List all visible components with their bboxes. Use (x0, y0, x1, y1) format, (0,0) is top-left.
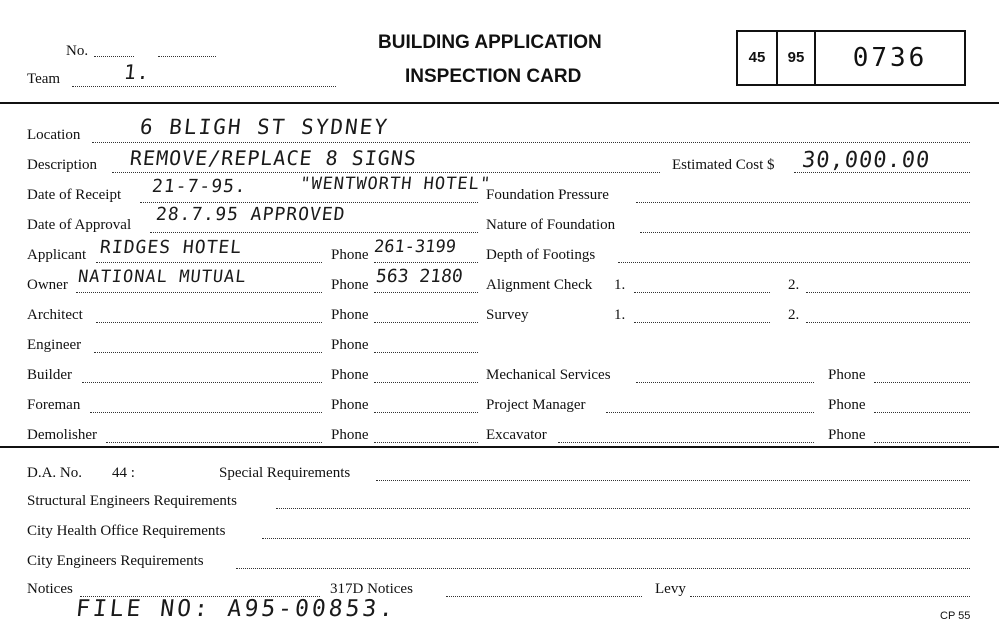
estimated-cost-value: 30,000.00 (800, 148, 932, 173)
description-label: Description (27, 157, 97, 173)
excavator-phone-label: Phone (828, 427, 866, 443)
project-manager-phone-line (874, 412, 970, 413)
date-of-receipt-label: Date of Receipt (27, 187, 122, 203)
excavator-label: Excavator (486, 427, 547, 443)
form-title-line-1: BUILDING APPLICATION (378, 32, 602, 53)
317d-notices-line (446, 596, 642, 597)
structural-engineers-requirements-label: Structural Engineers Requirements (27, 493, 237, 509)
demolisher-line (106, 442, 322, 443)
demolisher-label: Demolisher (27, 427, 97, 443)
file-number: FILE NO: A95-00853. (74, 596, 398, 622)
owner-phone-line (374, 292, 478, 293)
excavator-line (558, 442, 814, 443)
foreman-phone-line (374, 412, 478, 413)
foundation-pressure-label: Foundation Pressure (486, 187, 609, 203)
structural-engineers-requirements-line (276, 508, 970, 509)
project-manager-label: Project Manager (486, 397, 586, 413)
no-label: No. (66, 43, 89, 59)
description-line (112, 172, 660, 173)
builder-label: Builder (27, 367, 72, 383)
architect-phone-line (374, 322, 478, 323)
team-field-line (72, 86, 336, 87)
survey-1-line (634, 322, 770, 323)
applicant-label: Applicant (27, 247, 87, 263)
city-engineers-requirements-label: City Engineers Requirements (27, 553, 204, 569)
nature-of-foundation-label: Nature of Foundation (486, 217, 616, 233)
special-requirements-label: Special Requirements (219, 465, 351, 481)
engineer-line (94, 352, 322, 353)
estimated-cost-label: Estimated Cost $ (672, 157, 775, 173)
mechanical-services-label: Mechanical Services (486, 367, 611, 383)
applicant-value: RIDGES HOTEL (98, 237, 244, 258)
applicant-phone-value: 261-3199 (372, 237, 457, 257)
survey-2-label: 2. (788, 307, 800, 323)
foreman-phone-label: Phone (331, 397, 369, 413)
form-code: CP 55 (940, 610, 971, 622)
card-number: 0736 (852, 43, 928, 73)
owner-line (76, 292, 322, 293)
no-field-line-2 (158, 56, 216, 57)
owner-value: NATIONAL MUTUAL (76, 267, 248, 287)
engineer-phone-label: Phone (331, 337, 369, 353)
foundation-pressure-line (636, 202, 970, 203)
survey-1-label: 1. (614, 307, 626, 323)
alignment-check-1-label: 1. (614, 277, 626, 293)
survey-2-line (806, 322, 970, 323)
nature-of-foundation-line (640, 232, 970, 233)
date-of-approval-line (150, 232, 478, 233)
foreman-line (90, 412, 322, 413)
applicant-line (96, 262, 322, 263)
city-engineers-requirements-line (236, 568, 970, 569)
owner-label: Owner (27, 277, 68, 293)
engineer-phone-line (374, 352, 478, 353)
location-value: 6 BLIGH ST SYDNEY (138, 115, 391, 139)
alignment-check-2-label: 2. (788, 277, 800, 293)
date-of-receipt-value: 21-7-95. (150, 176, 248, 197)
alignment-check-label: Alignment Check (486, 277, 593, 293)
engineer-label: Engineer (27, 337, 82, 353)
mechanical-phone-label: Phone (828, 367, 866, 383)
levy-line (690, 596, 970, 597)
team-label: Team (27, 71, 61, 87)
team-value: 1. (122, 60, 152, 84)
demolisher-phone-label: Phone (331, 427, 369, 443)
builder-phone-label: Phone (331, 367, 369, 383)
owner-phone-label: Phone (331, 277, 369, 293)
form-title-line-2: INSPECTION CARD (405, 66, 582, 87)
date-of-approval-value: 28.7.95 APPROVED (154, 204, 347, 225)
description-value: REMOVE/REPLACE 8 SIGNS (128, 146, 419, 170)
alignment-check-2-line (806, 292, 970, 293)
location-label: Location (27, 127, 81, 143)
card-box-cell-a: 45 (738, 32, 778, 84)
card-box-cell-b: 95 (778, 32, 816, 84)
alignment-check-1-line (634, 292, 770, 293)
architect-phone-label: Phone (331, 307, 369, 323)
depth-of-footings-label: Depth of Footings (486, 247, 596, 263)
middle-divider (0, 446, 999, 448)
builder-phone-line (374, 382, 478, 383)
location-line (92, 142, 970, 143)
applicant-phone-label: Phone (331, 247, 369, 263)
da-number-value: 44 : (112, 465, 135, 481)
no-field-line-1 (94, 56, 134, 57)
da-number-label: D.A. No. (27, 465, 82, 481)
top-divider (0, 102, 999, 104)
mechanical-services-line (636, 382, 814, 383)
city-health-office-requirements-line (262, 538, 970, 539)
notices-label: Notices (27, 581, 73, 597)
owner-phone-value: 563 2180 (374, 266, 464, 287)
demolisher-phone-line (374, 442, 478, 443)
project-manager-phone-label: Phone (828, 397, 866, 413)
mechanical-phone-line (874, 382, 970, 383)
card-number-box (736, 30, 966, 86)
receipt-note: "WENTWORTH HOTEL" (298, 174, 493, 194)
special-requirements-line (376, 480, 970, 481)
city-health-office-requirements-label: City Health Office Requirements (27, 523, 226, 539)
depth-of-footings-line (618, 262, 970, 263)
architect-label: Architect (27, 307, 83, 323)
excavator-phone-line (874, 442, 970, 443)
builder-line (82, 382, 322, 383)
foreman-label: Foreman (27, 397, 81, 413)
date-of-approval-label: Date of Approval (27, 217, 132, 233)
project-manager-line (606, 412, 814, 413)
levy-label: Levy (655, 581, 686, 597)
317d-notices-label: 317D Notices (330, 581, 413, 597)
architect-line (96, 322, 322, 323)
date-of-receipt-line (140, 202, 478, 203)
applicant-phone-line (374, 262, 478, 263)
survey-label: Survey (486, 307, 529, 323)
